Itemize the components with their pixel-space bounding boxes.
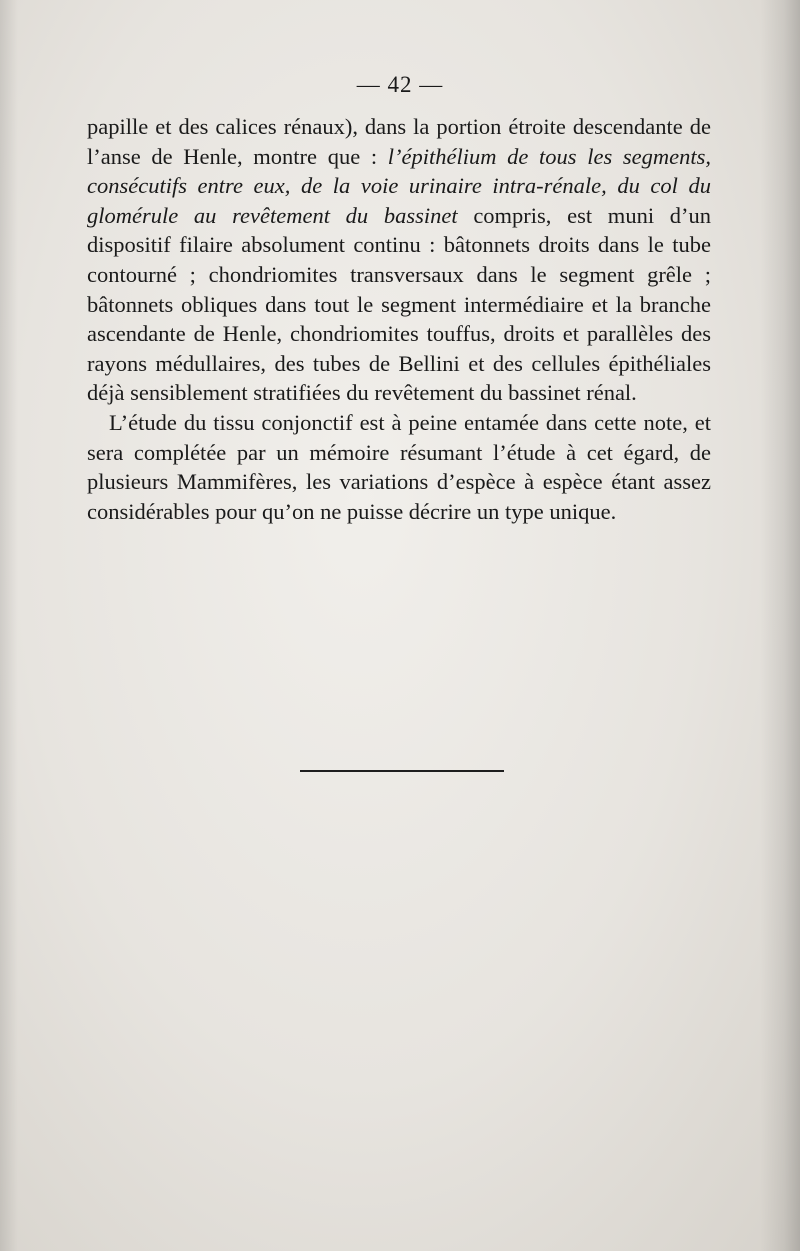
paragraph-1-italic: l’épithélium de tous les segments, consécutifs entre eux, de la voie urinaire intra-rénale, du col du glomérule au revêtement du bassinet — [87, 143, 711, 228]
section-end-rule — [300, 770, 504, 772]
paragraph-1-continuation: compris, est muni d’un dispositif filaire absolument continu : bâtonnets droits dans le tube contourné ; chondriomites transversaux dans le segment grêle ; bâtonnets obliques dans tout le segment intermédiaire et la branche ascendante de Henle, chondriomites touffus, droits et parallèles des rayons médullaires, des tubes de Bellini et des cellules épithéliales déjà sensiblement stratifiées du revêtement du bassinet rénal. — [87, 202, 712, 406]
page-gutter-shadow — [0, 0, 18, 1251]
page-number: — 42 — — [356, 72, 444, 97]
body-text — [87, 112, 711, 526]
paragraph-2: L’étude du tissu conjonctif est à peine entamée dans cette note, et sera complétée par un mémoire résumant l’étude à cet égard, de plusieurs Mammifères, les variations d’espèce à espèce étant assez considérables pour qu’on ne puisse décrire un type unique. — [87, 409, 711, 524]
paragraph-1 — [87, 112, 711, 408]
page-edge-shadow — [760, 0, 800, 1251]
paragraph-1-text: papille et des calices rénaux), dans la portion étroite descendante de l’anse de Henle, montre que : — [87, 114, 711, 169]
